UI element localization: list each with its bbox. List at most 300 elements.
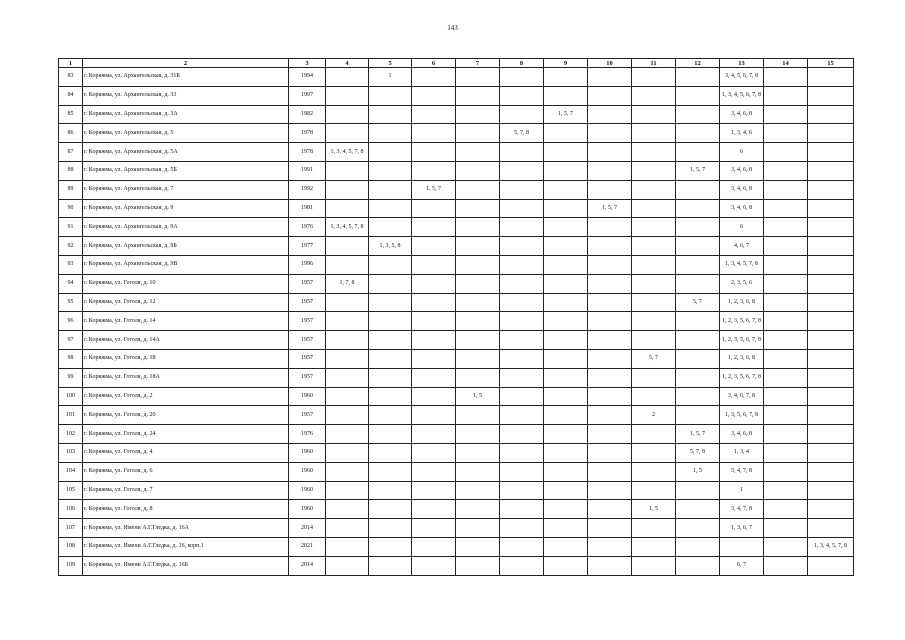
value-cell-col-12 — [676, 180, 720, 199]
value-cell-col-13: 6 — [720, 143, 764, 162]
value-cell-col-14 — [764, 255, 808, 274]
value-cell-col-10 — [588, 537, 632, 556]
value-cell-col-8 — [500, 68, 544, 87]
address-cell: г. Коряжма, ул. Гоголя, д. 8 — [83, 500, 289, 519]
value-cell-col-5 — [369, 312, 412, 331]
year-cell: 1957 — [289, 349, 326, 368]
value-cell-col-4: 1, 3, 4, 5, 7, 8 — [326, 143, 369, 162]
value-cell-col-11 — [632, 293, 676, 312]
value-cell-col-6 — [412, 556, 456, 575]
value-cell-col-10 — [588, 255, 632, 274]
row-number-cell: 93 — [59, 255, 83, 274]
value-cell-col-13: 3, 4, 7, 8 — [720, 462, 764, 481]
table-row — [59, 161, 854, 180]
value-cell-col-7 — [456, 556, 500, 575]
value-cell-col-7 — [456, 368, 500, 387]
row-number-cell: 96 — [59, 312, 83, 331]
value-cell-col-7 — [456, 124, 500, 143]
value-cell-col-7 — [456, 312, 500, 331]
value-cell-col-7 — [456, 462, 500, 481]
value-cell-col-15 — [808, 161, 854, 180]
value-cell-col-10 — [588, 519, 632, 538]
value-cell-col-5 — [369, 368, 412, 387]
address-cell: г. Коряжма, ул. Гоголя, д. 18 — [83, 349, 289, 368]
value-cell-col-13: 1, 3, 4, 5, 7, 8 — [720, 255, 764, 274]
value-cell-col-14 — [764, 218, 808, 237]
value-cell-col-12 — [676, 537, 720, 556]
row-number-cell: 89 — [59, 180, 83, 199]
row-number-cell: 85 — [59, 105, 83, 124]
value-cell-col-5 — [369, 556, 412, 575]
value-cell-col-4 — [326, 368, 369, 387]
value-cell-col-9 — [544, 500, 588, 519]
value-cell-col-5 — [369, 331, 412, 350]
address-cell: г. Коряжма, ул. Архангельская, д. 31Б — [83, 68, 289, 87]
value-cell-col-13: 3, 4, 5, 6, 7, 8 — [720, 68, 764, 87]
value-cell-col-12: 5, 7 — [676, 293, 720, 312]
value-cell-col-14 — [764, 500, 808, 519]
column-header-12: 12 — [676, 59, 720, 68]
value-cell-col-9 — [544, 180, 588, 199]
value-cell-col-6 — [412, 537, 456, 556]
value-cell-col-13: 1, 2, 3, 5, 6, 7, 8 — [720, 368, 764, 387]
value-cell-col-15 — [808, 218, 854, 237]
year-cell: 1997 — [289, 86, 326, 105]
year-cell: 1978 — [289, 124, 326, 143]
value-cell-col-8 — [500, 425, 544, 444]
table-row — [59, 425, 854, 444]
year-cell: 1976 — [289, 425, 326, 444]
value-cell-col-7 — [456, 237, 500, 256]
value-cell-col-7 — [456, 86, 500, 105]
value-cell-col-5 — [369, 255, 412, 274]
value-cell-col-13: 3, 4, 7, 8 — [720, 500, 764, 519]
value-cell-col-14 — [764, 161, 808, 180]
table-row — [59, 274, 854, 293]
address-cell: г. Коряжма, ул. Гоголя, д. 7 — [83, 481, 289, 500]
address-cell: г. Коряжма, ул. Гоголя, д. 14А — [83, 331, 289, 350]
value-cell-col-13: 1 — [720, 481, 764, 500]
value-cell-col-8: 5, 7, 8 — [500, 124, 544, 143]
value-cell-col-12: 5, 7, 8 — [676, 443, 720, 462]
value-cell-col-5 — [369, 425, 412, 444]
value-cell-col-4 — [326, 462, 369, 481]
value-cell-col-12 — [676, 368, 720, 387]
value-cell-col-11 — [632, 237, 676, 256]
value-cell-col-8 — [500, 180, 544, 199]
value-cell-col-14 — [764, 293, 808, 312]
row-number-cell: 94 — [59, 274, 83, 293]
value-cell-col-7 — [456, 331, 500, 350]
value-cell-col-9 — [544, 274, 588, 293]
value-cell-col-11 — [632, 556, 676, 575]
value-cell-col-15 — [808, 68, 854, 87]
table-row — [59, 293, 854, 312]
column-header-15: 15 — [808, 59, 854, 68]
value-cell-col-12 — [676, 312, 720, 331]
value-cell-col-13: 6 — [720, 218, 764, 237]
value-cell-col-8 — [500, 500, 544, 519]
value-cell-col-12 — [676, 387, 720, 406]
value-cell-col-11 — [632, 199, 676, 218]
value-cell-col-6 — [412, 519, 456, 538]
value-cell-col-6 — [412, 237, 456, 256]
value-cell-col-6 — [412, 68, 456, 87]
column-header-4: 4 — [326, 59, 369, 68]
value-cell-col-13: 1, 3, 6, 7 — [720, 519, 764, 538]
value-cell-col-9 — [544, 143, 588, 162]
value-cell-col-9 — [544, 368, 588, 387]
value-cell-col-8 — [500, 556, 544, 575]
value-cell-col-4 — [326, 519, 369, 538]
value-cell-col-8 — [500, 237, 544, 256]
value-cell-col-12 — [676, 218, 720, 237]
value-cell-col-6 — [412, 443, 456, 462]
year-cell: 1992 — [289, 180, 326, 199]
value-cell-col-10 — [588, 218, 632, 237]
value-cell-col-5 — [369, 519, 412, 538]
value-cell-col-10 — [588, 68, 632, 87]
value-cell-col-11: 1, 5 — [632, 500, 676, 519]
table-row — [59, 537, 854, 556]
value-cell-col-15 — [808, 105, 854, 124]
value-cell-col-8 — [500, 255, 544, 274]
address-cell: г. Коряжма, ул. Гоголя, д. 14 — [83, 312, 289, 331]
value-cell-col-11 — [632, 481, 676, 500]
year-cell: 2014 — [289, 556, 326, 575]
value-cell-col-10 — [588, 556, 632, 575]
value-cell-col-13: 1, 3, 5, 6, 7, 8 — [720, 406, 764, 425]
year-cell: 1991 — [289, 161, 326, 180]
value-cell-col-11 — [632, 218, 676, 237]
value-cell-col-10: 1, 5, 7 — [588, 199, 632, 218]
value-cell-col-5 — [369, 349, 412, 368]
value-cell-col-6 — [412, 143, 456, 162]
value-cell-col-12 — [676, 274, 720, 293]
value-cell-col-7 — [456, 406, 500, 425]
value-cell-col-5 — [369, 443, 412, 462]
value-cell-col-6 — [412, 161, 456, 180]
value-cell-col-8 — [500, 368, 544, 387]
value-cell-col-15 — [808, 274, 854, 293]
value-cell-col-11 — [632, 86, 676, 105]
table-body — [59, 68, 854, 576]
value-cell-col-15 — [808, 387, 854, 406]
value-cell-col-15: 1, 3, 4, 5, 7, 8 — [808, 537, 854, 556]
value-cell-col-6: 1, 5, 7 — [412, 180, 456, 199]
value-cell-col-7 — [456, 443, 500, 462]
year-cell: 1957 — [289, 312, 326, 331]
value-cell-col-9 — [544, 556, 588, 575]
value-cell-col-15 — [808, 349, 854, 368]
value-cell-col-9 — [544, 86, 588, 105]
value-cell-col-14 — [764, 331, 808, 350]
value-cell-col-5 — [369, 537, 412, 556]
value-cell-col-7: 1, 5 — [456, 387, 500, 406]
value-cell-col-4 — [326, 500, 369, 519]
table-row — [59, 143, 854, 162]
value-cell-col-4 — [326, 443, 369, 462]
value-cell-col-11 — [632, 255, 676, 274]
column-header-1: 1 — [59, 59, 83, 68]
value-cell-col-15 — [808, 443, 854, 462]
table-row — [59, 86, 854, 105]
value-cell-col-4 — [326, 255, 369, 274]
value-cell-col-14 — [764, 180, 808, 199]
column-header-2: 2 — [83, 59, 289, 68]
value-cell-col-15 — [808, 180, 854, 199]
year-cell: 1957 — [289, 406, 326, 425]
year-cell: 1960 — [289, 387, 326, 406]
value-cell-col-14 — [764, 537, 808, 556]
value-cell-col-11 — [632, 312, 676, 331]
row-number-cell: 86 — [59, 124, 83, 143]
address-cell: г. Коряжма, ул. Гоголя, д. 2 — [83, 387, 289, 406]
value-cell-col-7 — [456, 255, 500, 274]
address-cell: г. Коряжма, ул. Гоголя, д. 4 — [83, 443, 289, 462]
value-cell-col-6 — [412, 312, 456, 331]
value-cell-col-9 — [544, 218, 588, 237]
column-header-13: 13 — [720, 59, 764, 68]
value-cell-col-14 — [764, 349, 808, 368]
value-cell-col-9 — [544, 293, 588, 312]
value-cell-col-12 — [676, 406, 720, 425]
address-cell: г. Коряжма, ул. Имени А.Г.Гледка, д. 16А — [83, 519, 289, 538]
table-row — [59, 199, 854, 218]
value-cell-col-15 — [808, 199, 854, 218]
value-cell-col-10 — [588, 368, 632, 387]
address-cell: г. Коряжма, ул. Гоголя, д. 10 — [83, 274, 289, 293]
year-cell: 1957 — [289, 368, 326, 387]
value-cell-col-10 — [588, 331, 632, 350]
year-cell: 1957 — [289, 293, 326, 312]
table-row — [59, 519, 854, 538]
value-cell-col-8 — [500, 105, 544, 124]
value-cell-col-7 — [456, 161, 500, 180]
value-cell-col-8 — [500, 349, 544, 368]
value-cell-col-12 — [676, 68, 720, 87]
value-cell-col-14 — [764, 556, 808, 575]
value-cell-col-11 — [632, 124, 676, 143]
value-cell-col-11 — [632, 537, 676, 556]
value-cell-col-7 — [456, 537, 500, 556]
value-cell-col-13: 1, 3, 4, 5, 6, 7, 8 — [720, 86, 764, 105]
value-cell-col-7 — [456, 481, 500, 500]
value-cell-col-6 — [412, 425, 456, 444]
value-cell-col-8 — [500, 86, 544, 105]
value-cell-col-4 — [326, 105, 369, 124]
value-cell-col-13: 1, 2, 3, 6, 8 — [720, 293, 764, 312]
address-cell: г. Коряжма, ул. Гоголя, д. 12 — [83, 293, 289, 312]
value-cell-col-14 — [764, 519, 808, 538]
value-cell-col-14 — [764, 443, 808, 462]
year-cell: 1960 — [289, 443, 326, 462]
value-cell-col-12 — [676, 519, 720, 538]
value-cell-col-6 — [412, 387, 456, 406]
value-cell-col-14 — [764, 312, 808, 331]
year-cell: 1982 — [289, 105, 326, 124]
value-cell-col-10 — [588, 481, 632, 500]
table-row — [59, 218, 854, 237]
value-cell-col-12 — [676, 86, 720, 105]
value-cell-col-13: 3, 4, 6, 8 — [720, 105, 764, 124]
value-cell-col-7 — [456, 349, 500, 368]
value-cell-col-9 — [544, 481, 588, 500]
value-cell-col-11 — [632, 143, 676, 162]
value-cell-col-6 — [412, 255, 456, 274]
value-cell-col-8 — [500, 218, 544, 237]
value-cell-col-8 — [500, 331, 544, 350]
value-cell-col-10 — [588, 349, 632, 368]
address-cell: г. Коряжма, ул. Гоголя, д. 6 — [83, 462, 289, 481]
value-cell-col-5 — [369, 180, 412, 199]
value-cell-col-6 — [412, 481, 456, 500]
value-cell-col-4 — [326, 481, 369, 500]
address-cell: г. Коряжма, ул. Архангельская, д. 9А — [83, 218, 289, 237]
value-cell-col-7 — [456, 425, 500, 444]
value-cell-col-14 — [764, 481, 808, 500]
value-cell-col-5 — [369, 124, 412, 143]
value-cell-col-8 — [500, 199, 544, 218]
value-cell-col-4 — [326, 124, 369, 143]
row-number-cell: 90 — [59, 199, 83, 218]
address-cell: г. Коряжма, ул. Архангельская, д. 33 — [83, 86, 289, 105]
value-cell-col-13: 3, 4, 6, 7, 8 — [720, 387, 764, 406]
address-cell: г. Коряжма, ул. Гоголя, д. 24 — [83, 425, 289, 444]
value-cell-col-11: 5, 7 — [632, 349, 676, 368]
value-cell-col-9 — [544, 255, 588, 274]
address-cell: г. Коряжма, ул. Архангельская, д. 3А — [83, 105, 289, 124]
value-cell-col-6 — [412, 293, 456, 312]
value-cell-col-15 — [808, 425, 854, 444]
value-cell-col-15 — [808, 481, 854, 500]
value-cell-col-11 — [632, 387, 676, 406]
value-cell-col-11 — [632, 331, 676, 350]
value-cell-col-8 — [500, 443, 544, 462]
value-cell-col-12 — [676, 331, 720, 350]
table-row — [59, 124, 854, 143]
value-cell-col-10 — [588, 462, 632, 481]
table-row — [59, 237, 854, 256]
value-cell-col-5 — [369, 105, 412, 124]
value-cell-col-12 — [676, 255, 720, 274]
value-cell-col-12 — [676, 500, 720, 519]
column-header-8: 8 — [500, 59, 544, 68]
value-cell-col-9 — [544, 537, 588, 556]
value-cell-col-4 — [326, 387, 369, 406]
page-number: 143 — [447, 24, 458, 32]
value-cell-col-9 — [544, 331, 588, 350]
column-header-9: 9 — [544, 59, 588, 68]
address-cell: г. Коряжма, ул. Имени А.Г.Гледка, д. 16, корп.1 — [83, 537, 289, 556]
year-cell: 2014 — [289, 519, 326, 538]
table-row — [59, 349, 854, 368]
value-cell-col-8 — [500, 143, 544, 162]
value-cell-col-14 — [764, 462, 808, 481]
value-cell-col-5 — [369, 218, 412, 237]
year-cell: 1981 — [289, 199, 326, 218]
value-cell-col-13: 3, 4, 6, 8 — [720, 161, 764, 180]
value-cell-col-12: 1, 5 — [676, 462, 720, 481]
table-header-row — [59, 59, 854, 68]
value-cell-col-10 — [588, 293, 632, 312]
value-cell-col-4 — [326, 312, 369, 331]
table-row — [59, 481, 854, 500]
value-cell-col-10 — [588, 143, 632, 162]
value-cell-col-7 — [456, 68, 500, 87]
value-cell-col-7 — [456, 293, 500, 312]
value-cell-col-6 — [412, 406, 456, 425]
value-cell-col-14 — [764, 368, 808, 387]
address-cell: г. Коряжма, ул. Имени А.Г.Гледка, д. 16Б — [83, 556, 289, 575]
address-cell: г. Коряжма, ул. Архангельская, д. 9 — [83, 199, 289, 218]
value-cell-col-4 — [326, 293, 369, 312]
value-cell-col-11 — [632, 105, 676, 124]
value-cell-col-15 — [808, 462, 854, 481]
value-cell-col-5 — [369, 86, 412, 105]
value-cell-col-7 — [456, 105, 500, 124]
value-cell-col-6 — [412, 124, 456, 143]
table-row — [59, 406, 854, 425]
value-cell-col-11 — [632, 161, 676, 180]
value-cell-col-5 — [369, 500, 412, 519]
value-cell-col-8 — [500, 519, 544, 538]
value-cell-col-11 — [632, 443, 676, 462]
value-cell-col-13: 3, 4, 6, 8 — [720, 425, 764, 444]
value-cell-col-5 — [369, 406, 412, 425]
value-cell-col-4 — [326, 180, 369, 199]
year-cell: 2021 — [289, 537, 326, 556]
value-cell-col-9 — [544, 519, 588, 538]
row-number-cell: 98 — [59, 349, 83, 368]
value-cell-col-4 — [326, 406, 369, 425]
row-number-cell: 101 — [59, 406, 83, 425]
column-header-3: 3 — [289, 59, 326, 68]
value-cell-col-10 — [588, 500, 632, 519]
table-row — [59, 255, 854, 274]
value-cell-col-9 — [544, 425, 588, 444]
address-cell: г. Коряжма, ул. Архангельская, д. 7 — [83, 180, 289, 199]
value-cell-col-4 — [326, 86, 369, 105]
row-number-cell: 108 — [59, 537, 83, 556]
value-cell-col-9 — [544, 124, 588, 143]
row-number-cell: 88 — [59, 161, 83, 180]
value-cell-col-9 — [544, 199, 588, 218]
value-cell-col-4 — [326, 556, 369, 575]
value-cell-col-7 — [456, 218, 500, 237]
value-cell-col-9 — [544, 161, 588, 180]
row-number-cell: 103 — [59, 443, 83, 462]
value-cell-col-14 — [764, 406, 808, 425]
value-cell-col-4 — [326, 68, 369, 87]
row-number-cell: 104 — [59, 462, 83, 481]
year-cell: 1957 — [289, 274, 326, 293]
value-cell-col-10 — [588, 237, 632, 256]
row-number-cell: 107 — [59, 519, 83, 538]
column-header-11: 11 — [632, 59, 676, 68]
value-cell-col-9 — [544, 237, 588, 256]
value-cell-col-13: 1, 3, 4, 6 — [720, 124, 764, 143]
value-cell-col-4 — [326, 161, 369, 180]
value-cell-col-8 — [500, 462, 544, 481]
value-cell-col-10 — [588, 161, 632, 180]
row-number-cell: 84 — [59, 86, 83, 105]
value-cell-col-6 — [412, 199, 456, 218]
value-cell-col-8 — [500, 537, 544, 556]
row-number-cell: 91 — [59, 218, 83, 237]
value-cell-col-11 — [632, 519, 676, 538]
value-cell-col-11 — [632, 180, 676, 199]
